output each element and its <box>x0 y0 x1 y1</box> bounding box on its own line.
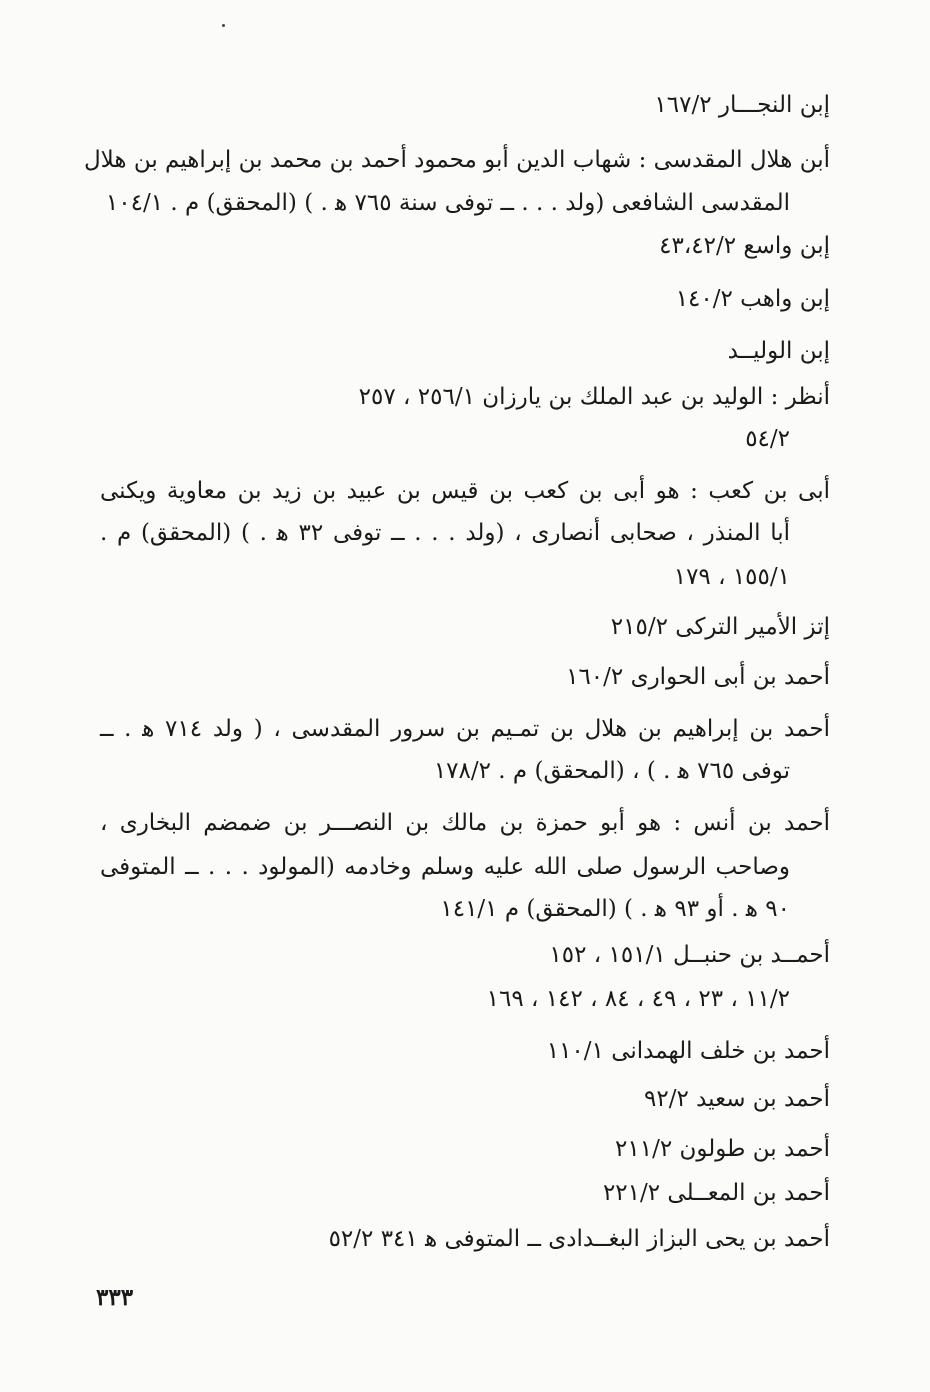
index-entry-line: أحمــد بن حنبــل ١٥١/١ ، ١٥٢ <box>549 942 830 968</box>
index-entry-line: إبن واهب ١٤٠/٢ <box>675 286 830 312</box>
index-entry-line: ٩٠ ﻫ . أو ٩٣ ﻫ . ) (المحقق) م ١٤١/١ <box>440 896 790 922</box>
ink-speck <box>222 24 225 27</box>
index-entry-line: أحمد بن المعــلى ٢٢١/٢ <box>602 1180 830 1206</box>
index-entry-line: أحمد بن إبراهيم بن هلال بن تمـيم بن سرور المقدسى ، ( ولد ٧١٤ ﻫ . ــ <box>100 716 830 742</box>
index-entry-line: توفى ٧٦٥ ﻫ . ) ، (المحقق) م . ١٧٨/٢ <box>433 758 790 784</box>
index-entry-line: أبى بن كعب : هو أبى بن كعب بن قيس بن عبيد بن زيد بن معاوية ويكنى <box>100 478 830 504</box>
index-entry-line: ١١/٢ ، ٢٣ ، ٤٩ ، ٨٤ ، ١٤٢ ، ١٦٩ <box>486 986 790 1012</box>
index-entry-line: وصاحب الرسول صلى الله عليه وسلم وخادمه (المولود . . . ــ المتوفى <box>100 854 790 880</box>
index-entry-line: ١٥٥/١ ، ١٧٩ <box>673 564 790 590</box>
index-entry-line: أحمد بن سعيد ٩٢/٢ <box>643 1086 830 1112</box>
page-number: ٣٣٣ <box>96 1284 134 1311</box>
index-entry-line: إبن النجـــار ١٦٧/٢ <box>654 92 830 118</box>
index-entry-line: إبن واسع ٤٣،٤٢/٢ <box>659 233 830 259</box>
index-entry-line: أحمد بن أبى الحوارى ١٦٠/٢ <box>566 664 830 690</box>
index-entry-line: ٥٤/٢ <box>745 426 790 452</box>
index-entry-line: إتز الأمير التركى ٢١٥/٢ <box>610 614 830 640</box>
index-entry-line: أحمد بن أنس : هو أبو حمزة بن مالك بن النصـــر بن ضمضم البخارى ، <box>100 810 830 836</box>
index-entry-line: أبن هلال المقدسى : شهاب الدين أبو محمود أحمد بن محمد بن إبراهيم بن هلال <box>83 147 830 173</box>
index-entry-line: أنظر : الوليد بن عبد الملك بن يارزان ٢٥٦/١ ، ٢٥٧ <box>358 384 830 410</box>
index-entry-line: أحمد بن طولون ٢١١/٢ <box>615 1136 830 1162</box>
index-entry-line: أحمد بن خلف الهمدانى ١١٠/١ <box>546 1038 830 1064</box>
index-entry-line: أبا المنذر ، صحابى أنصارى ، (ولد . . . ــ توفى ٣٢ ﻫ . ) (المحقق) م . <box>100 520 790 546</box>
index-entry-line: المقدسى الشافعى (ولد . . . ــ توفى سنة ٧٦٥ ﻫ . ) (المحقق) م . ١٠٤/١ <box>105 190 790 216</box>
index-entry-line: إبن الوليــد <box>727 338 830 364</box>
index-entry-line: أحمد بن يحى البزاز البغــدادى ــ المتوفى ﻫ ٣٤١ ٥٢/٢ <box>328 1226 830 1252</box>
